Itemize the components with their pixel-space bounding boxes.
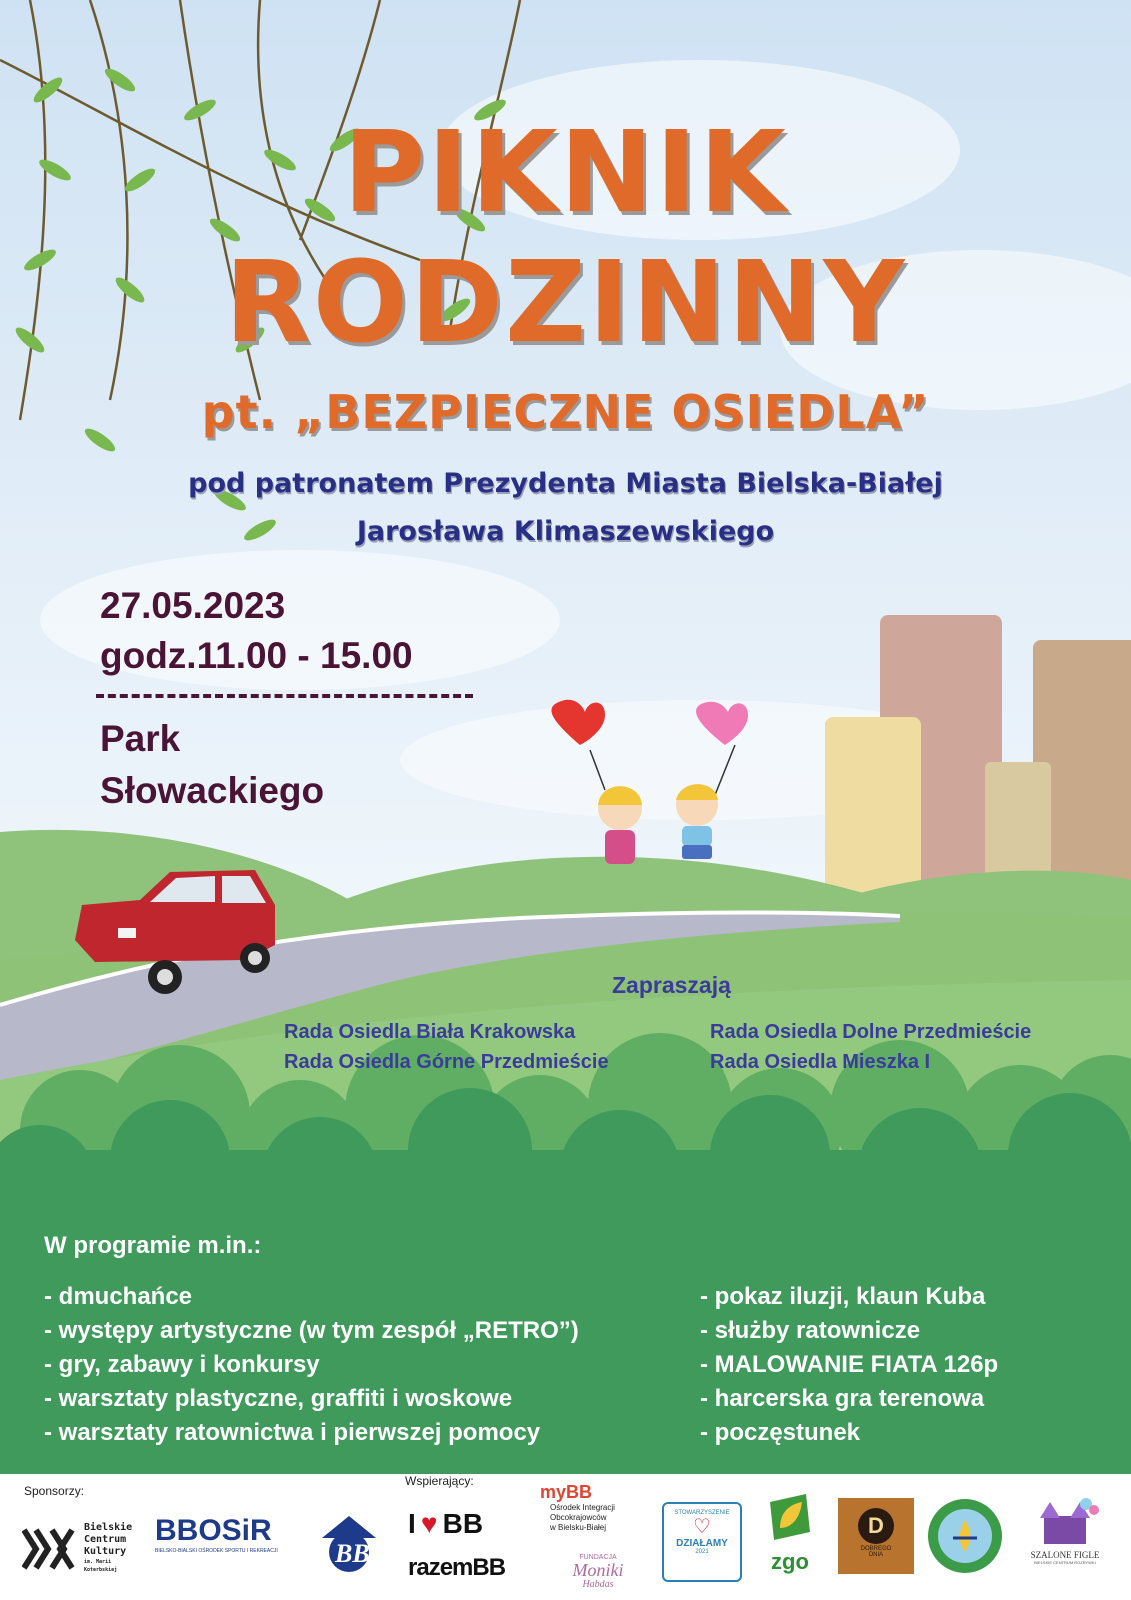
program-item: - poczęstunek: [700, 1419, 861, 1446]
leaf-icon: [762, 1488, 818, 1548]
bck-text: Bielskie: [84, 1522, 133, 1533]
organizer-item: Rada Osiedla Biała Krakowska: [284, 1021, 576, 1043]
program-item: - występy artystyczne (w tym zespół „RETRO”): [44, 1317, 579, 1344]
bck-text: Kultury: [84, 1546, 127, 1557]
razembb-logo: razemBB: [408, 1554, 506, 1581]
bbosir-logo: [155, 1514, 295, 1584]
szalone-subtext: BIELSKIE CENTRUM ROZRYWKI: [1034, 1560, 1096, 1565]
castle-icon: [1030, 1496, 1100, 1546]
fundacja-text: FUNDACJA: [579, 1554, 617, 1561]
program-item: - pokaz iluzji, klaun Kuba: [700, 1283, 986, 1310]
sponsors-label: Sponsorzy:: [24, 1484, 85, 1498]
organizer-item: Rada Osiedla Górne Przedmieście: [284, 1051, 609, 1073]
d-mark-icon: D: [858, 1508, 894, 1544]
mybb-logo: [540, 1482, 650, 1533]
zgo-logo: [760, 1488, 820, 1572]
program-item: - służby ratownicze: [700, 1317, 921, 1344]
program-title: W programie m.in.:: [44, 1232, 262, 1259]
dzialamy-text: STOWARZYSZENIE: [674, 1510, 730, 1516]
fundacja-logo: [548, 1554, 648, 1590]
szalone-figle-logo: [1010, 1496, 1120, 1565]
mybb-subtext: Obcokrajowców: [550, 1513, 607, 1522]
program-item: - warsztaty plastyczne, graffiti i woskowe: [44, 1385, 513, 1412]
dobrego-dnia-logo: [838, 1498, 914, 1574]
bck-logo: [22, 1520, 142, 1590]
dobrego-text: DOBREGO: [860, 1546, 892, 1552]
supporting-label: Wspierający:: [405, 1474, 474, 1488]
event-date: 27.05.2023: [100, 585, 286, 626]
program-item: - gry, zabawy i konkursy: [44, 1351, 320, 1378]
ilovebb-logo: [408, 1508, 528, 1540]
dobrego-text: DNIA: [868, 1552, 884, 1558]
invitation-title: Zapraszają: [612, 972, 731, 998]
program-item: - dmuchańce: [44, 1283, 193, 1310]
bbosir-text: BBOSiR: [155, 1514, 272, 1547]
subtitle: pt. „BEZPIECZNE OSIEDLA”: [201, 385, 930, 439]
city-crest-icon: [318, 1512, 380, 1574]
scouts-badge-icon: [925, 1496, 1005, 1576]
mybb-text: myBB: [540, 1482, 593, 1502]
dzialamy-text: 2021: [695, 1549, 709, 1555]
footer-logos: [0, 1474, 1131, 1600]
program-list-right: [700, 1280, 998, 1450]
patronage-line-2: Jarosława Klimaszewskiego: [356, 516, 775, 547]
bck-text: Centrum: [84, 1534, 127, 1545]
organizer-item: Rada Osiedla Dolne Przedmieście: [710, 1021, 1032, 1043]
title-line-2: RODZINNY: [224, 238, 907, 368]
event-place-line-1: Park: [100, 718, 181, 759]
dzialamy-text: DZIAŁAMY: [676, 1538, 728, 1549]
title-line-1: PIKNIK: [343, 108, 788, 238]
fundacja-text: Habdas: [582, 1579, 614, 1590]
event-time: godz.11.00 - 15.00: [100, 635, 413, 676]
program-item: - harcerska gra terenowa: [700, 1385, 985, 1412]
program-list-left: [44, 1280, 579, 1450]
bbosir-subtext: BIELSKO-BIALSKI OŚRODEK SPORTU I REKREACJI: [155, 1548, 278, 1554]
ilovebb-bb: BB: [442, 1508, 484, 1539]
event-place-line-2: Słowackiego: [100, 770, 325, 811]
mybb-subtext: w Bielsku-Białej: [550, 1523, 607, 1532]
zgo-text: zgo: [771, 1549, 809, 1574]
svg-text:BB: BB: [335, 1539, 370, 1568]
szalone-text: SZALONE FIGLE: [1030, 1550, 1100, 1560]
fundacja-text: Moniki: [572, 1560, 624, 1580]
patronage-line-1: pod patronatem Prezydenta Miasta Bielska-Białej: [188, 468, 943, 499]
bck-mark-icon: [22, 1526, 78, 1572]
heartbeat-icon: ♡: [693, 1516, 711, 1538]
ilovebb-i: I: [408, 1508, 416, 1539]
program-item: - MALOWANIE FIATA 126p: [700, 1351, 999, 1378]
bck-text: im. Marii Koterbskiej: [84, 1559, 118, 1573]
organizer-item: Rada Osiedla Mieszka I: [710, 1051, 931, 1073]
heart-icon: ♥: [420, 1508, 438, 1539]
dzialamy-logo: [662, 1502, 742, 1582]
mybb-subtext: Ośrodek Integracji: [550, 1503, 615, 1512]
dashed-divider: [96, 694, 473, 698]
program-item: - warsztaty ratownictwa i pierwszej pomocy: [44, 1419, 541, 1446]
